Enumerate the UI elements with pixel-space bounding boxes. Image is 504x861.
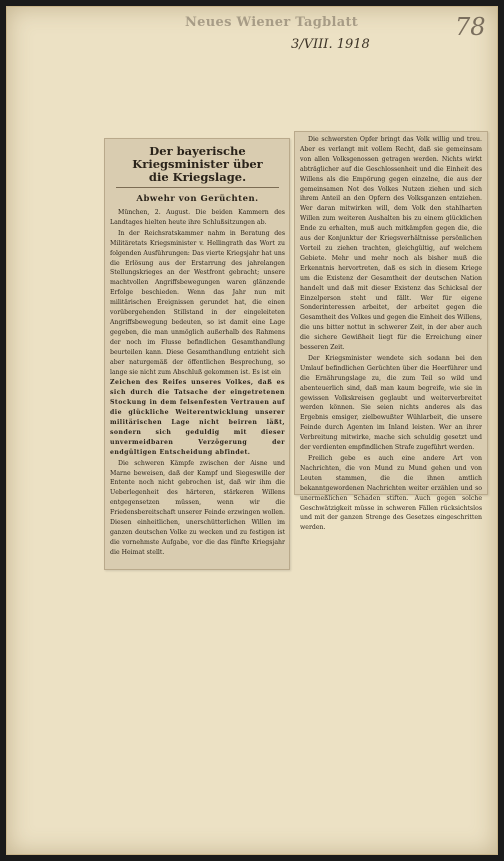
paragraph: Die schwersten Opfer bringt das Volk willig und treu. Aber es verlangt mit vollem Recht, daß sie gemeinsam von allen Volksgenossen getragen werden. Nichts wirkt abträglicher auf die Geschlossenheit und die Einheit des Willens als die Empörung gegen einzelne, die aus der gemeinsamen Not des Volkes Nutzen ziehen und sich ihrem Anteil an den Opfern des Volksganzen entziehen. Wer daran mitwirken will, dem Volk den stahlharten Willen zum weiteren Aushalten bis zu einem glücklichen Ende zu erhalten, muß auch mitkämpfen gegen die, die aus der Konjunktur der Kriegsverhältnisse persönlichen Vorteil zu ziehen trachten, gleichgültig, auf welchem Gebiete. Mehr und mehr noch als bisher muß die Erkenntnis hervortreten, daß es sich in diesem Kriege um die Existenz der Gesamtheit der deutschen Nation handelt und daß mit dieser Existenz das Schicksal der Einzelperson steht und fällt. Wer für eigene Sonderinteressen arbeitet, der arbeitet gegen die Gesamtheit des Volkes und gegen die Einheit des Willens, die uns bitter nottut in schwerer Zeit, in der aber auch die sichere Gewißheit liegt für die Erreichung einer besseren Zeit. [300, 136, 482, 352]
paragraph: In der Reichsratskammer nahm in Beratung des Militäretats Kriegsminister v. Hellingrath das Wort zu folgenden Ausführungen: Das vierte Kriegsjahr hat uns die Erlösung aus der Erstarrung des jahrelangen Stellungskrieges an der Westfront gebracht; unsere machtvollen Angriffsbewegungen waren glänzende Erfolge beschieden. Wenn das Jahr nun mit militärischen Ereignissen gerundet hat, die einen vorübergehenden Stillstand in der eingeleiteten Angriffsbewegung bedeuten, so ist damit eine Lage gegeben, die man unmöglich außerhalb des Rahmens der noch im Flusse befindlichen Gesamthandlung beurteilen kann. Diese Gesamthandlung entzieht sich aber naturgemäß der öffentlichen Besprechung, so lange sie nicht zum Abschluß gekommen ist. Es ist ein [110, 229, 285, 376]
article-headline [110, 145, 285, 184]
right-column-content [300, 135, 482, 534]
newspaper-name-stamp: Neues Wiener Tagblatt [185, 15, 359, 30]
clipping-right-column [294, 131, 488, 532]
left-column-content [110, 143, 285, 559]
handwritten-date: 3/VIII. 1918 [291, 37, 370, 52]
paragraph: München, 2. August. Die beiden Kammern des Landtages hielten heute ihre Schlußsitzungen ab. [110, 209, 285, 226]
handwritten-page-number: 78 [455, 13, 486, 41]
article-subheadline: Abwehr von Gerüchten. [136, 194, 259, 204]
headline-rule [116, 187, 279, 188]
paragraph: Die schweren Kämpfe zwischen der Aisne und Marne beweisen, daß der Kampf und Siegeswille der Entente noch nicht gebrochen ist, daß wir ihm die Ueberlegenheit des härteren, stärkeren Willens entgegensetzen müssen, wenn wir die Friedensbereitschaft unserer Feinde erzwingen wollen. Diesen einheitlichen, unerschütterlichen Willen im ganzen deutschen Volke zu wecken und zu festigen ist die vornehmste Aufgabe, vor die das fünfte Kriegsjahr die Heimat stellt. [110, 459, 285, 556]
headline-line-2: die Kriegslage. [148, 170, 247, 184]
clipping-left-column [104, 138, 290, 570]
paragraph-emphasis: Zeichen des Reifes unseres Volkes, daß es sich durch die Tatsache der eingetretenen Stockung in dem felsenfesten Vertrauen auf die glückliche Weiterentwicklung unserer militärischen Lage nicht beirren läßt, sondern sich geduldig mit dieser unvermeidbaren Verzögerung der endgültigen Entscheidung abfindet. [110, 379, 285, 456]
paragraph: Der Kriegsminister wendete sich sodann bei den Umlauf befindlichen Gerüchten über die Heerführer und die Ernährungslage zu, die zum Teil so wild und abenteuerlich sind, daß man kaum begreife, wie sie in gewissen Volkskreisen geglaubt und weiterverbreitet werden können. Sie seien nichts anderes als das Ergebnis emsiger, zielbewußter Wühlarbeit, die unsere Feinde durch Agenten im Inland leisten. Wer an ihrer Verbreitung mitwirke, mache sich schuldig gesetzt und der verdienten empfindlichen Strafe zugeführt werden. [300, 354, 482, 452]
paragraph: Freilich gebe es auch eine andere Art von Nachrichten, die von Mund zu Mund gehen und von Leuten stammen, die die ihnen amtlich bekanntgewordenen Nachrichten weiter erzählen und so unermeßlichen Schaden stiften. Auch gegen solche Geschwätzigkeit müsse in schweren Fällen rücksichtslos und mit der ganzen Strenge des Gesetzes eingeschritten werden. [300, 455, 482, 532]
headline-line-1: Der bayerische Kriegsminister über [132, 144, 263, 171]
